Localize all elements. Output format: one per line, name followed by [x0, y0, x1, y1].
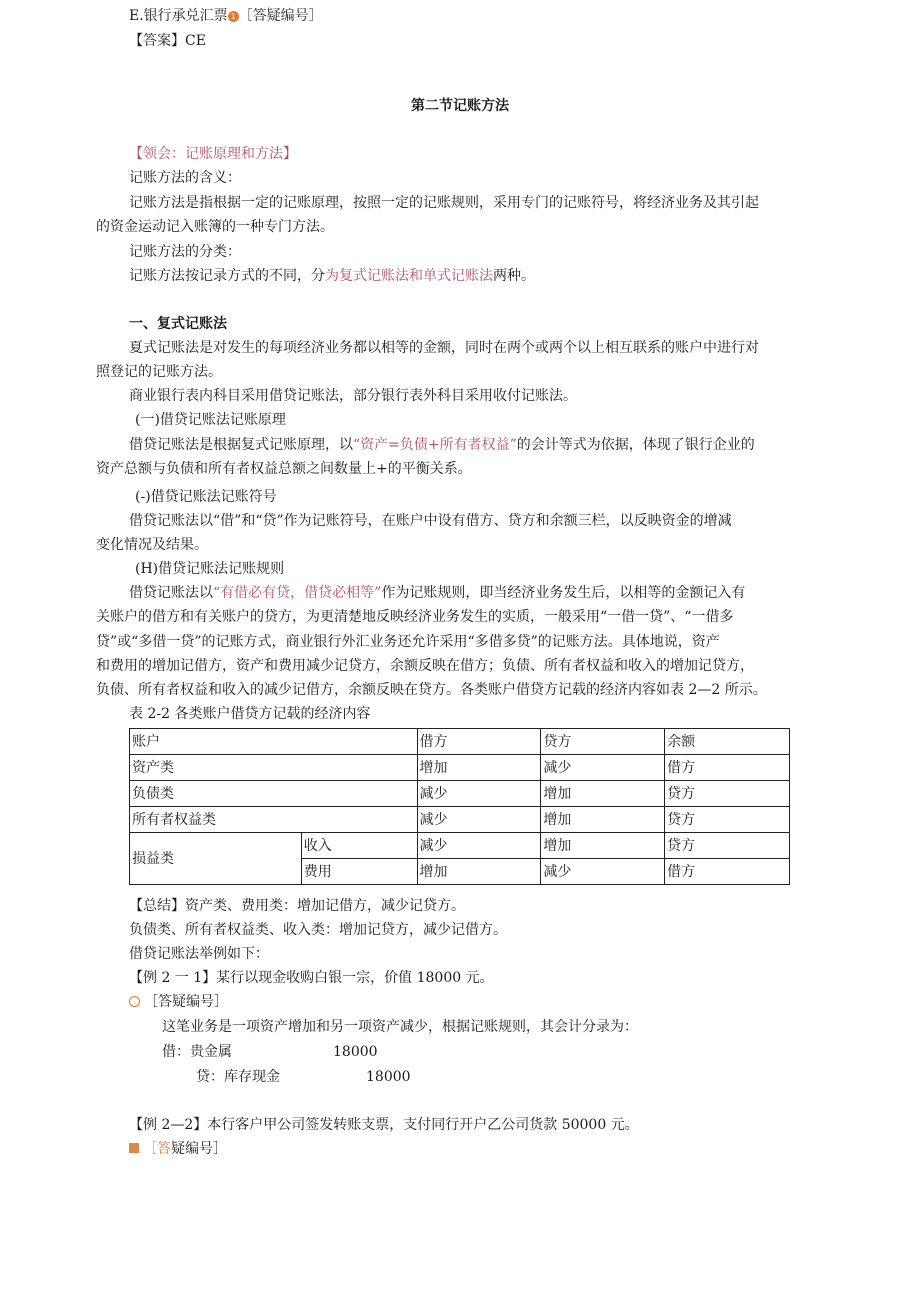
cell-account: 资产类 [130, 755, 418, 781]
header-balance: 余额 [665, 729, 790, 755]
subheading-rule: (H)借贷记账法记账规则 [135, 561, 285, 577]
rule-pre: 借贷记账法以 [129, 585, 213, 601]
cell-credit: 减少 [541, 859, 665, 885]
table-header-row [130, 729, 790, 755]
rule-line-5: 负债、所有者权益和收入的减少记借方，余额反映在贷方。各类账户借贷方记载的经济内容如表 2—2 所示。 [96, 682, 767, 698]
qa-tag-2-part-b[interactable]: 疑编号］ [171, 1141, 227, 1157]
qa-tag-2-part-a[interactable]: ［答 [143, 1141, 171, 1157]
class-pre: 记账方法按记录方式的不同，分 [129, 268, 325, 284]
principle-pre: 借贷记账法是根据复式记账原理，以 [129, 437, 353, 453]
answer-line: 【答案】CE [129, 33, 206, 49]
example-1-text: 这笔业务是一项资产增加和另一项资产减少，根据记账规则，其会计分录为： [162, 1019, 638, 1035]
option-e-line [129, 6, 323, 26]
cell-debit: 减少 [417, 781, 541, 807]
circle-icon [129, 996, 140, 1007]
class-post: 两种。 [493, 268, 535, 284]
rule-line-4: 和费用的增加记借方，资产和费用减少记贷方，余额反映在借方；负债、所有者权益和收入的增加记贷方， [96, 658, 754, 674]
symbol-line-2: 变化情况及结果。 [96, 537, 208, 553]
subheading-principle: (一)借贷记账法记账原理 [135, 412, 286, 428]
cell-debit: 减少 [417, 833, 541, 859]
cell-debit: 减少 [417, 807, 541, 833]
principle-line-2: 资产总额与负债和所有者权益总额之间数量上+的平衡关系。 [96, 461, 472, 477]
section-title: 第二节记账方法 [411, 98, 509, 114]
header-credit: 贷方 [541, 729, 665, 755]
accounting-equation: “资产=负债+所有者权益” [353, 437, 517, 453]
cell-sub-account: 收入 [301, 833, 417, 859]
table-caption: 表 2-2 各类账户借贷方记载的经济内容 [129, 706, 371, 722]
cell-balance: 贷方 [665, 807, 790, 833]
bank-line: 商业银行表内科目采用借贷记账法，部分银行表外科目采用收付记账法。 [129, 388, 577, 404]
cell-debit: 增加 [417, 755, 541, 781]
entry-credit: 贷：库存现金 [196, 1069, 280, 1085]
rule-line-1 [129, 583, 745, 603]
cell-credit: 增加 [541, 807, 665, 833]
question-number-badge[interactable]: 1 [228, 11, 239, 22]
entry-credit-amount: 18000 [366, 1069, 411, 1085]
cell-sunyi-label: 损益类 [130, 833, 302, 885]
principle-post: 的会计等式为依据，体现了银行企业的 [516, 437, 755, 453]
principle-line-1 [129, 435, 755, 455]
header-debit: 借方 [417, 729, 541, 755]
cell-credit: 增加 [541, 781, 665, 807]
example-intro: 借贷记账法举例如下： [129, 946, 269, 962]
meaning-line-1: 记账方法是指根据一定的记账原理，按照一定的记账规则，采用专门的记账符号，将经济业务及其引起 [129, 195, 759, 211]
class-line [129, 266, 535, 286]
entry-debit: 借：贵金属 [162, 1044, 232, 1060]
class-label: 记账方法的分类： [129, 244, 241, 260]
cell-credit: 减少 [541, 755, 665, 781]
qa-tag-1[interactable]: ［答疑编号］ [144, 994, 228, 1010]
fushi-line-1: 夏式记账法是对发生的每项经济业务都以相等的金额，同时在两个或两个以上相互联系的账户中进行对 [129, 340, 759, 356]
qa-number-tag[interactable]: ［答疑编号］ [238, 8, 323, 24]
class-highlight: 为复式记账法和单式记账法 [325, 268, 493, 284]
fushi-line-2: 照登记的记账方法。 [96, 364, 222, 380]
table-row [130, 807, 790, 833]
example-1: 【例 2 一 1】某行以现金收购白银一宗，价值 18000 元。 [129, 970, 494, 986]
cell-account: 负债类 [130, 781, 418, 807]
square-icon [129, 1143, 139, 1153]
cell-credit: 增加 [541, 833, 665, 859]
rule-line-2: 关账户的借方和有关账户的贷方，为更清楚地反映经济业务发生的实质，一般采用“一借一贷”、“一借多 [96, 609, 734, 625]
rule-post: 作为记账规则，即当经济业务发生后，以相等的金额记入有 [381, 585, 746, 601]
option-e-text: E.银行承兑汇票 [129, 8, 228, 24]
table-row [130, 833, 790, 859]
lingwei-heading: 【领会：记账原理和方法】 [129, 146, 297, 162]
subheading-symbol: (-)借贷记账法记账符号 [135, 489, 277, 505]
example-2: 【例 2—2】本行客户甲公司签发转账支票，支付同行开户乙公司货款 50000 元。 [129, 1117, 639, 1133]
table-row [130, 781, 790, 807]
symbol-line-1: 借贷记账法以“借”和“贷”作为记账符号，在账户中设有借方、贷方和余额三栏，以反映资金的增减 [129, 513, 732, 529]
meaning-line-2: 的资金运动记入账簿的一种专门方法。 [96, 219, 334, 235]
qa-line-1[interactable] [129, 992, 228, 1012]
table-row [130, 755, 790, 781]
summary-line-1: 【总结】资产类、费用类：增加记借方，减少记贷方。 [129, 898, 465, 914]
qa-line-2[interactable] [129, 1139, 227, 1159]
cell-balance: 借方 [665, 755, 790, 781]
summary-line-2: 负债类、所有者权益类、收入类：增加记贷方，减少记借方。 [129, 922, 507, 938]
rule-highlight: “有借必有贷，借贷必相等” [213, 585, 382, 601]
header-account: 账户 [130, 729, 418, 755]
debit-credit-table [129, 728, 790, 885]
entry-debit-amount: 18000 [333, 1044, 378, 1060]
cell-balance: 借方 [665, 859, 790, 885]
cell-balance: 贷方 [665, 833, 790, 859]
rule-line-3: 贷”或“多借一贷”的记账方式，商业银行外汇业务还允许采用“多借多贷”的记账方法。具体地说，资产 [96, 634, 720, 650]
cell-balance: 贷方 [665, 781, 790, 807]
meaning-label: 记账方法的含义： [129, 170, 241, 186]
cell-debit: 增加 [417, 859, 541, 885]
cell-account: 所有者权益类 [130, 807, 418, 833]
cell-sub-account: 费用 [301, 859, 417, 885]
heading-fushi: 一、复式记账法 [129, 316, 227, 332]
